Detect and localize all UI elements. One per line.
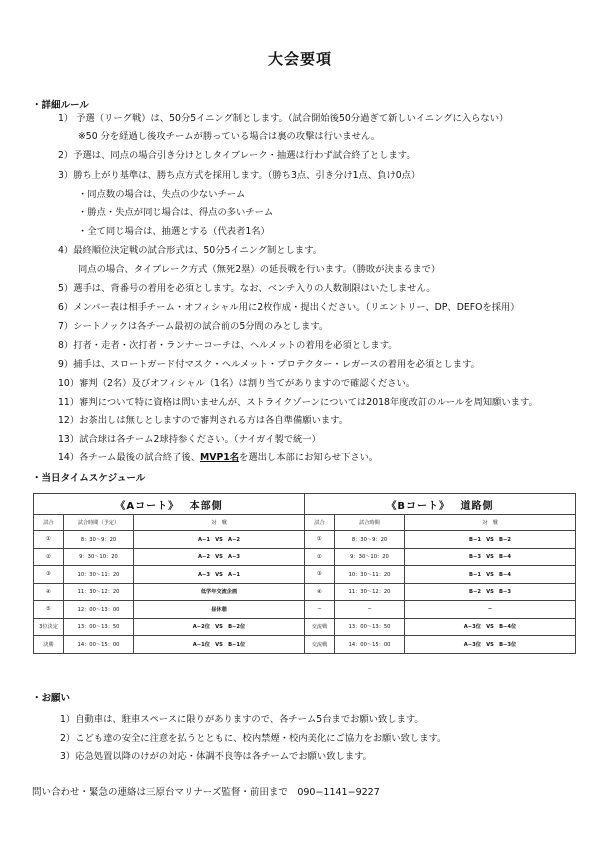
match-cell: A−1位 VS B−1位 [134, 636, 305, 654]
game-cell: ① [34, 531, 64, 549]
match-cell: A−1 VS A−2 [134, 531, 305, 549]
game-cell: 3位決定 [34, 618, 64, 636]
game-cell: ① [305, 531, 335, 549]
col-match: 対 戦 [134, 515, 305, 531]
rule-item: 7）シートノックは各チーム最初の試合前の5分間のみとします。 [58, 321, 329, 332]
request-item: 2）こども達の安全に注意を払うとともに、校内禁煙・校内美化にご協力をお願い致します。 [60, 733, 447, 744]
mvp-label: MVP1名 [200, 452, 240, 463]
game-cell: 決勝 [34, 636, 64, 654]
match-cell: 昼休憩 [134, 601, 305, 619]
table-row [34, 636, 305, 654]
table-row [305, 601, 576, 619]
rule-item: 11）審判について特に資格は問いませんが、ストライクゾーンについては2018年度改訂のルールを周知願います。 [58, 397, 538, 408]
schedule-heading: ・当日タイムスケジュール [32, 473, 146, 484]
game-cell: 交流戦 [305, 636, 335, 654]
court-b-table [304, 493, 576, 654]
table-row [34, 601, 305, 619]
rule-item: ※50 分を経過し後攻チームが勝っている場合は裏の攻撃は行いません。 [78, 131, 381, 142]
match-cell: B−3 VS B−4 [405, 548, 576, 566]
time-cell: 11：30〜12：20 [335, 583, 405, 601]
table-row [305, 531, 576, 549]
rule-item: 8）打者・走者・次打者・ランナーコーチは、ヘルメットの着用を必須とします。 [58, 340, 398, 351]
table-row [305, 566, 576, 584]
match-cell: 低学年交流企画 [134, 583, 305, 601]
rule-item: ・勝点・失点が同じ場合は、得点の多いチーム [78, 207, 274, 218]
table-row [34, 583, 305, 601]
col-match: 対 戦 [405, 515, 576, 531]
match-cell: A−2位 VS B−2位 [134, 618, 305, 636]
time-cell: 9：30〜10：20 [335, 548, 405, 566]
table-row [34, 566, 305, 584]
rule-item [58, 452, 378, 464]
rule-item: 9）捕手は、スロートガード付マスク・ヘルメット・プロテクター・レガースの着用を必須とします。 [58, 359, 480, 370]
col-time: 試合時間（予定） [64, 515, 134, 531]
game-cell: ⑤ [34, 601, 64, 619]
rule-text: を選出し本部にお知らせ下さい。 [239, 452, 379, 463]
match-cell: A−2 VS A−3 [134, 548, 305, 566]
game-cell: ③ [305, 566, 335, 584]
time-cell: 14：00〜15：00 [335, 636, 405, 654]
court-a-table [33, 493, 305, 654]
table-row [305, 636, 576, 654]
game-cell: ② [305, 548, 335, 566]
game-cell: 交流戦 [305, 618, 335, 636]
table-row [34, 531, 305, 549]
time-cell: 9：30〜10：20 [64, 548, 134, 566]
table-row [34, 618, 305, 636]
request-item: 1）自動車は、駐車スペースに限りがありますので、各チーム5台までお願い致します。 [60, 714, 424, 725]
match-cell: B−1 VS B−4 [405, 566, 576, 584]
time-cell: 8：30〜9：20 [335, 531, 405, 549]
rule-item: 12）お茶出しは無しとしますので審判される方は各自準備願います。 [58, 415, 348, 426]
contact-info: 問い合わせ・緊急の連絡は三原台マリナーズ監督・前田まで 090−1141−9227 [32, 787, 380, 798]
time-cell: 11：30〜12：20 [64, 583, 134, 601]
table-row [34, 548, 305, 566]
time-cell: 12：00〜13：00 [64, 601, 134, 619]
time-cell: 10：30〜11：20 [335, 566, 405, 584]
match-cell: B−2 VS B−3 [405, 583, 576, 601]
rule-item: 3）勝ち上がり基準は、勝ち点方式を採用します。（勝ち3点、引き分け1点、負け0点） [58, 170, 421, 181]
col-game: 試合 [305, 515, 335, 531]
rules-heading: ・詳細ルール [32, 100, 89, 111]
court-b-header: 《Bコート》 道路側 [305, 494, 576, 515]
col-time: 試合時間 [335, 515, 405, 531]
rule-item: 5）選手は、背番号の着用を必須とします。なお、ベンチ入りの人数制限はいたしません。 [58, 283, 436, 294]
rule-item: 13）試合球は各チーム2球持参ください。（ナイガイ製で統一） [58, 434, 321, 445]
col-game: 試合 [34, 515, 64, 531]
rule-item: 6）メンバー表は相手チーム・オフィシャル用に2枚作成・提出ください。（リエントリー、DP、DEFOを採用） [58, 302, 520, 313]
time-cell: 10：30〜11：20 [64, 566, 134, 584]
court-a-header: 《Aコート》 本部側 [34, 494, 305, 515]
game-cell: ② [34, 548, 64, 566]
match-cell: A−3位 VS B−4位 [405, 618, 576, 636]
request-item: 3）応急処置以降のけがの対応・体調不良等は各チームでお願い致します。 [60, 751, 372, 762]
time-cell: 14：00〜15：00 [64, 636, 134, 654]
game-cell: ④ [34, 583, 64, 601]
time-cell: 13：00〜13：50 [64, 618, 134, 636]
rule-item: ・同点数の場合は、失点の少ないチーム [78, 189, 246, 200]
time-cell: 8：30〜9：20 [64, 531, 134, 549]
requests-heading: ・お願い [32, 693, 71, 704]
match-cell: A−3位 VS B−3位 [405, 636, 576, 654]
game-cell: − [305, 601, 335, 619]
time-cell: − [335, 601, 405, 619]
rule-item: 1） 予選（リーグ戦）は、50分5イニング制とします。（試合開始後50分過ぎて新しいイニングに入らない） [58, 113, 509, 124]
rule-item: 2）予選は、同点の場合引き分けとしタイブレーク・抽選は行わず試合終了とします。 [58, 150, 416, 161]
table-row [305, 618, 576, 636]
table-row [305, 583, 576, 601]
game-cell: ③ [34, 566, 64, 584]
rule-item: 4）最終順位決定戦の試合形式は、50分5イニング制とします。 [58, 245, 323, 256]
rule-item: ・全て同じ場合は、抽選とする（代表者1名） [78, 226, 270, 237]
match-cell: B−1 VS B−2 [405, 531, 576, 549]
time-cell: 13：00〜13：50 [335, 618, 405, 636]
match-cell: A−3 VS A−1 [134, 566, 305, 584]
page-title: 大会要項 [267, 50, 332, 68]
game-cell: ④ [305, 583, 335, 601]
rule-item: 同点の場合、タイブレーク方式（無死2塁）の延長戦を行います。（勝敗が決まるまで） [78, 264, 441, 275]
rule-item: 10）審判（2名）及びオフィシャル（1名）は割り当てがありますので確認ください。 [58, 378, 416, 389]
table-row [305, 548, 576, 566]
match-cell: − [405, 601, 576, 619]
rule-text: 14）各チーム最後の試合終了後、 [58, 452, 200, 463]
